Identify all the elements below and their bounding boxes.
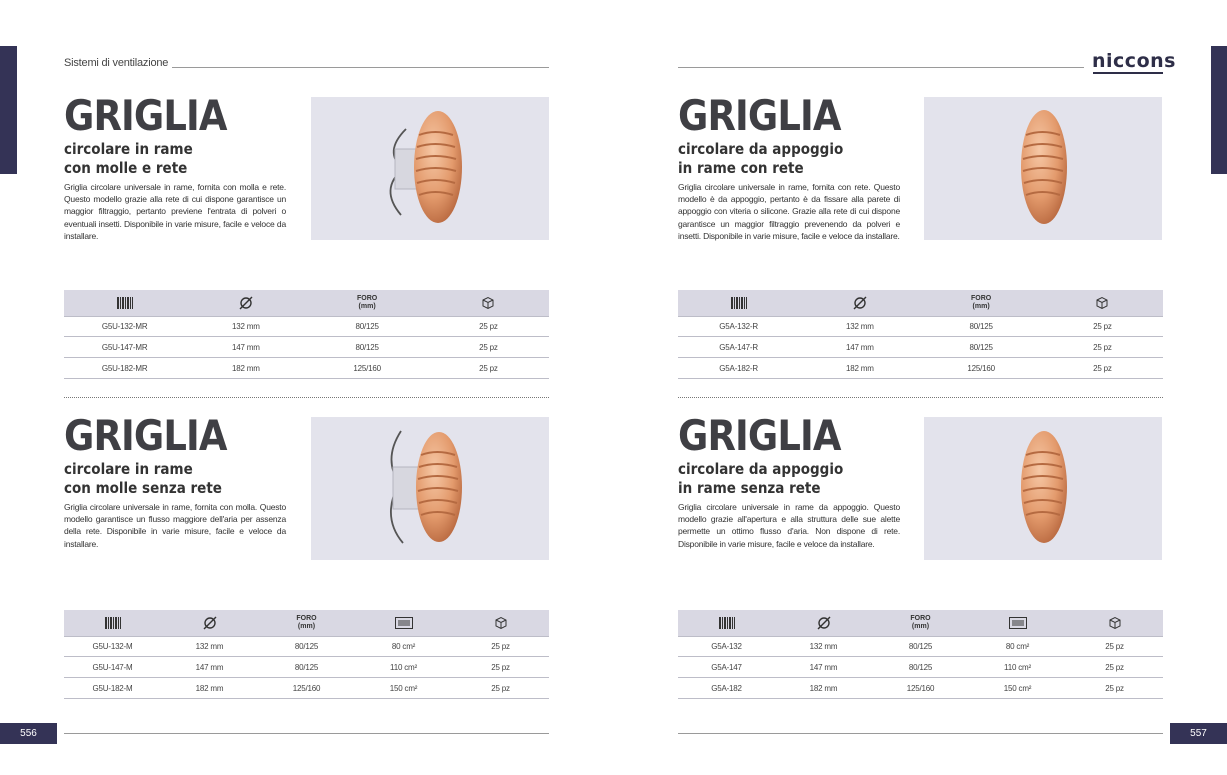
diameter-icon bbox=[185, 296, 306, 310]
vent-area-icon bbox=[969, 617, 1066, 629]
product-description: Griglia circolare universale in rame da appoggio. Questo modello grazie all'apertura e alla struttura delle sue alette permette un ottimo flusso d'aria. Non dispone di rete. Disponibile in varie misure, facile e veloce da installare. bbox=[678, 502, 900, 549]
area-cell: 150 cm² bbox=[389, 683, 418, 693]
barcode-icon bbox=[64, 297, 185, 309]
vent-area-icon bbox=[355, 617, 452, 629]
barcode-icon bbox=[678, 297, 799, 309]
pack-cell: 25 pz bbox=[1093, 342, 1112, 352]
diameter-icon bbox=[161, 616, 258, 630]
product-title: GRIGLIA bbox=[64, 411, 227, 460]
foro-cell: 125/160 bbox=[292, 683, 321, 693]
table-row bbox=[678, 358, 1163, 379]
box-icon bbox=[1066, 616, 1163, 630]
area-cell: 150 cm² bbox=[1003, 683, 1032, 693]
pack-cell: 25 pz bbox=[479, 322, 498, 331]
foro-header bbox=[258, 615, 355, 631]
product-description: Griglia circolare universale in rame, fornita con molla e rete. Questo modello grazie alla rete di cui dispone garantisce un maggior filtraggio, pertanto previene l'entrata di polveri o eventuali insetti. Disponibile in varie misure, facile e veloce da installare. bbox=[64, 182, 286, 241]
foro-label: FORO bbox=[357, 295, 378, 302]
foro-label: FORO bbox=[296, 615, 317, 622]
diameter-cell: 147 mm bbox=[195, 662, 224, 672]
product-subtitle-line-1: circolare in rame bbox=[64, 140, 193, 158]
foro-label: FORO bbox=[971, 295, 992, 302]
product-subtitle-line-2: in rame con rete bbox=[678, 159, 804, 177]
diameter-cell: 132 mm bbox=[232, 322, 260, 331]
product-photo-4 bbox=[924, 417, 1162, 560]
area-cell: 110 cm² bbox=[390, 662, 417, 672]
foro-cell: 80/125 bbox=[294, 662, 319, 672]
pack-cell: 25 pz bbox=[491, 662, 510, 672]
product-description: Griglia circolare universale in rame, fornita con rete. Questo modello è da appoggio, pertanto è da fissare alla parete di appoggio con viteria o silicone. Grazie alla rete di cui dispone garantisce un maggior filtraggio prevenendo da polveri e insetti. Disponibile in varie misure, facile e veloce da installare. bbox=[678, 182, 900, 241]
foro-cell: 80/125 bbox=[294, 642, 319, 651]
foro-cell: 80/125 bbox=[908, 662, 933, 672]
pack-cell: 25 pz bbox=[1105, 662, 1124, 672]
diameter-cell: 147 mm bbox=[232, 342, 260, 352]
brand-logo-underline bbox=[1093, 72, 1163, 74]
diameter-cell: 182 mm bbox=[195, 683, 224, 693]
product-photo-1 bbox=[311, 97, 549, 240]
foro-label: FORO bbox=[910, 615, 931, 622]
product-table-4 bbox=[678, 610, 1163, 699]
code-cell: G5U-182-MR bbox=[101, 363, 148, 373]
pack-cell: 25 pz bbox=[491, 642, 510, 651]
table-row bbox=[64, 337, 549, 358]
footer-rule-right bbox=[678, 733, 1163, 734]
running-head: Sistemi di ventilazione bbox=[64, 57, 169, 69]
foro-cell: 125/160 bbox=[906, 683, 935, 693]
pack-cell: 25 pz bbox=[1093, 322, 1112, 331]
box-icon bbox=[428, 296, 549, 310]
foro-header bbox=[921, 295, 1042, 311]
table-header bbox=[64, 290, 549, 316]
box-icon bbox=[452, 616, 549, 630]
code-cell: G5U-147-M bbox=[92, 662, 133, 672]
product-table-2 bbox=[678, 290, 1163, 379]
diameter-cell: 132 mm bbox=[809, 642, 838, 651]
area-cell: 80 cm² bbox=[1005, 642, 1030, 651]
product-subtitle-line-1: circolare in rame bbox=[64, 460, 193, 478]
table-row bbox=[678, 337, 1163, 358]
table-row bbox=[678, 316, 1163, 337]
foro-unit: (mm) bbox=[358, 303, 376, 310]
table-header bbox=[678, 610, 1163, 636]
foro-cell: 80/125 bbox=[355, 342, 379, 352]
barcode-icon bbox=[678, 617, 775, 629]
foro-cell: 125/160 bbox=[967, 363, 995, 373]
code-cell: G5U-132-MR bbox=[101, 322, 148, 331]
table-row bbox=[64, 316, 549, 337]
foro-cell: 80/125 bbox=[355, 322, 379, 331]
diameter-cell: 182 mm bbox=[846, 363, 874, 373]
code-cell: G5A-132 bbox=[711, 642, 742, 651]
foro-unit: (mm) bbox=[972, 303, 990, 310]
code-cell: G5A-132-R bbox=[719, 322, 758, 331]
product-table-3 bbox=[64, 610, 549, 699]
section-separator-right bbox=[678, 397, 1163, 398]
foro-cell: 125/160 bbox=[353, 363, 381, 373]
diameter-cell: 182 mm bbox=[232, 363, 260, 373]
product-title: GRIGLIA bbox=[678, 91, 841, 140]
edge-tab-right bbox=[1211, 46, 1227, 174]
code-cell: G5A-147 bbox=[711, 662, 742, 672]
area-cell: 110 cm² bbox=[1004, 662, 1031, 672]
area-cell: 80 cm² bbox=[391, 642, 416, 651]
diameter-cell: 132 mm bbox=[195, 642, 224, 651]
barcode-icon bbox=[64, 617, 161, 629]
table-row bbox=[64, 358, 549, 379]
product-subtitle-line-1: circolare da appoggio bbox=[678, 140, 844, 158]
foro-unit: (mm) bbox=[297, 623, 316, 630]
code-cell: G5A-147-R bbox=[719, 342, 758, 352]
foro-cell: 80/125 bbox=[969, 322, 993, 331]
diameter-icon bbox=[799, 296, 920, 310]
brand-logo: niccons bbox=[1092, 50, 1176, 72]
page-number-left: 556 bbox=[0, 723, 57, 744]
product-subtitle-line-2: in rame senza rete bbox=[678, 479, 821, 497]
pack-cell: 25 pz bbox=[1105, 683, 1124, 693]
code-cell: G5U-132-M bbox=[92, 642, 133, 651]
product-subtitle-line-2: con molle senza rete bbox=[64, 479, 222, 497]
section-separator-left bbox=[64, 397, 549, 398]
header-rule-right bbox=[678, 67, 1084, 68]
diameter-cell: 132 mm bbox=[846, 322, 874, 331]
product-photo-3 bbox=[311, 417, 549, 560]
pack-cell: 25 pz bbox=[1093, 363, 1112, 373]
table-header bbox=[678, 290, 1163, 316]
product-subtitle-line-2: con molle e rete bbox=[64, 159, 188, 177]
foro-cell: 80/125 bbox=[969, 342, 993, 352]
code-cell: G5U-147-MR bbox=[101, 342, 148, 352]
code-cell: G5A-182 bbox=[711, 683, 742, 693]
code-cell: G5A-182-R bbox=[719, 363, 758, 373]
product-description: Griglia circolare universale in rame, fornita con molla. Questo modello garantisce un flusso maggiore dell'aria per assenza della rete. Disponibile in varie misure, facile e veloce da installare. bbox=[64, 502, 286, 549]
footer-rule-left bbox=[64, 733, 549, 734]
table-row bbox=[678, 636, 1163, 657]
header-rule-left bbox=[172, 67, 549, 68]
diameter-cell: 147 mm bbox=[809, 662, 838, 672]
diameter-icon bbox=[775, 616, 872, 630]
diameter-cell: 182 mm bbox=[809, 683, 838, 693]
product-title: GRIGLIA bbox=[678, 411, 841, 460]
page-number-right: 557 bbox=[1170, 723, 1227, 744]
foro-unit: (mm) bbox=[911, 623, 930, 630]
foro-header bbox=[872, 615, 969, 631]
product-subtitle-line-1: circolare da appoggio bbox=[678, 460, 844, 478]
edge-tab-left bbox=[0, 46, 17, 174]
product-table-1 bbox=[64, 290, 549, 379]
pack-cell: 25 pz bbox=[1105, 642, 1124, 651]
table-row bbox=[64, 636, 549, 657]
pack-cell: 25 pz bbox=[491, 683, 510, 693]
table-row bbox=[64, 678, 549, 699]
box-icon bbox=[1042, 296, 1163, 310]
foro-header bbox=[307, 295, 428, 311]
diameter-cell: 147 mm bbox=[846, 342, 874, 352]
table-row bbox=[678, 678, 1163, 699]
code-cell: G5U-182-M bbox=[92, 683, 133, 693]
foro-cell: 80/125 bbox=[908, 642, 933, 651]
product-photo-2 bbox=[924, 97, 1162, 240]
table-row bbox=[64, 657, 549, 678]
product-title: GRIGLIA bbox=[64, 91, 227, 140]
table-row bbox=[678, 657, 1163, 678]
pack-cell: 25 pz bbox=[479, 342, 498, 352]
pack-cell: 25 pz bbox=[479, 363, 498, 373]
table-header bbox=[64, 610, 549, 636]
